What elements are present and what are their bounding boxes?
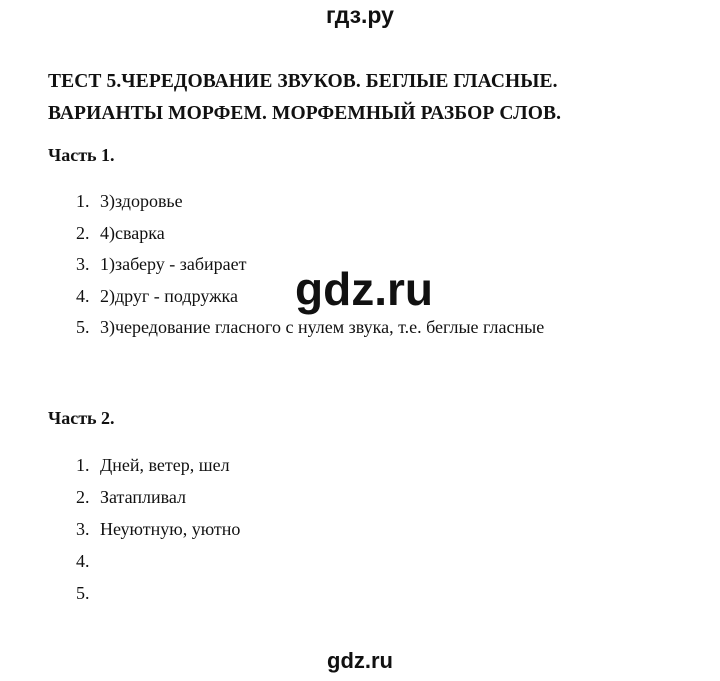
item-text: 1)заберу - забирает [100,254,247,274]
part-2-heading: Часть 2. [48,408,115,428]
item-text: 3)здоровье [100,191,183,211]
item-text: Затапливал [100,487,187,507]
list-item [76,577,240,609]
item-text: Неуютную, уютно [100,519,241,539]
item-number: 3. [76,254,90,274]
title-line-2: ВАРИАНТЫ МОРФЕМ. МОРФЕМНЫЙ РАЗБОР СЛОВ. [48,103,562,124]
list-item [76,449,240,481]
part-2-answer-list [76,449,240,609]
item-number: 4. [76,551,90,571]
item-text: Дней, ветер, шел [100,455,230,475]
site-footer: gdz.ru [327,648,393,673]
item-number: 3. [76,519,90,539]
title-line-1: ТЕСТ 5.ЧЕРЕДОВАНИЕ ЗВУКОВ. БЕГЛЫЕ ГЛАСНЫЕ. [48,71,558,92]
item-number: 2. [76,487,90,507]
item-number: 4. [76,285,90,306]
item-number: 5. [76,317,90,337]
list-item [76,186,544,218]
item-text: 3)чередование гласного с нулем звука, т.е. беглые гласные [100,317,545,337]
item-number: 1. [76,455,90,475]
item-number: 5. [76,583,90,603]
list-item [76,481,240,513]
list-item [76,218,544,250]
list-item [76,312,544,344]
site-header: гдз.ру [326,2,394,28]
list-item [76,513,240,545]
page-title [48,66,688,130]
item-text: 4)сварка [100,222,165,243]
item-number: 2. [76,222,90,243]
list-item [76,545,240,577]
watermark: gdz.ru [295,263,433,315]
item-number: 1. [76,191,90,211]
part-1-heading: Часть 1. [48,145,115,165]
item-text: 2)друг - подружка [100,285,238,306]
